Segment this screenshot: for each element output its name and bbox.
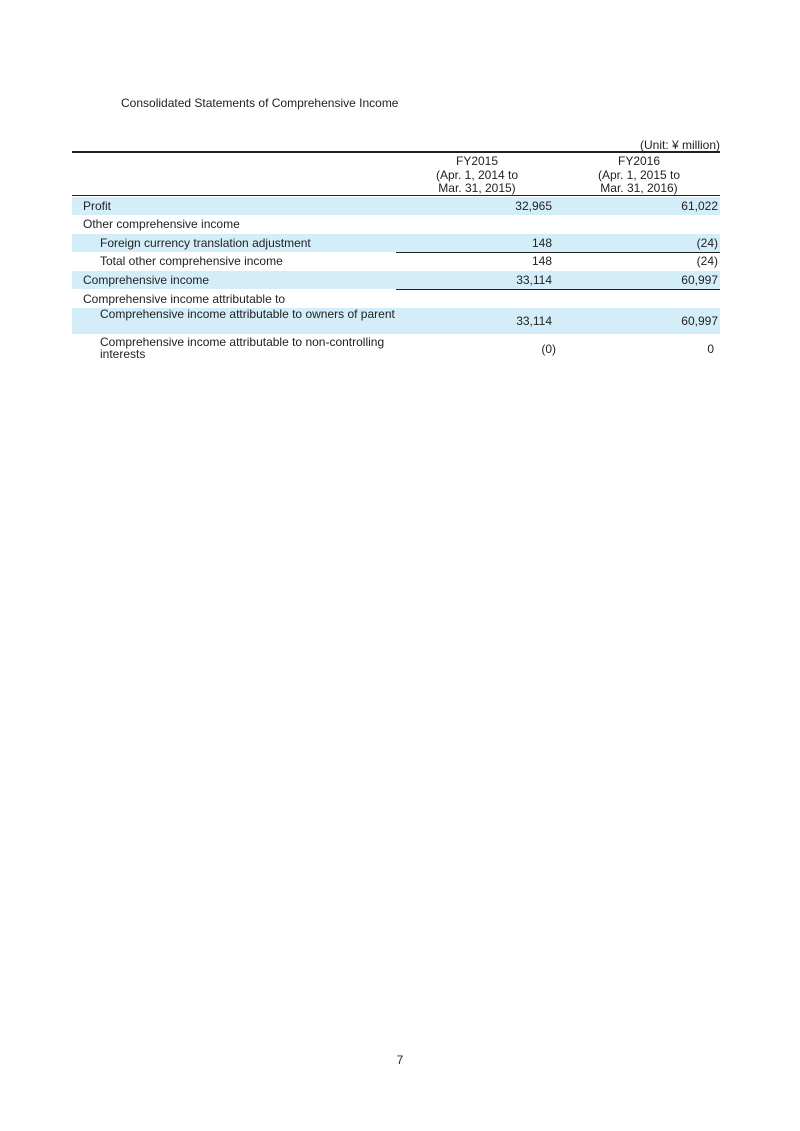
table-row-profit [72,197,720,215]
row-value-fy2016: 61,022 [681,199,718,213]
table-row-owners-of-parent [72,308,720,334]
row-value-fy2015: 148 [531,254,552,268]
table-top-rule [72,151,720,153]
column-header-fy2016 [564,155,714,196]
row-label: Foreign currency translation adjustment [100,236,311,250]
column-header-fy2016-line1: FY2016 [617,154,661,168]
unit-label: (Unit: ¥ million) [639,138,720,152]
column-header-fy2015-line3: Mar. 31, 2015) [438,181,516,195]
row-value-fy2015: 33,114 [516,314,552,328]
row-value-fy2016: (24) [696,254,718,268]
row-value-fy2016: 60,997 [681,273,718,287]
row-label: Profit [83,199,112,213]
row-label: Comprehensive income [83,273,210,287]
row-label: Comprehensive income attributable to [83,292,286,306]
table-row-foreign-currency [72,234,720,252]
table-row-total-other [72,252,720,270]
page-title: Consolidated Statements of Comprehensive Income [121,96,399,110]
row-value-fy2015: 148 [531,236,552,250]
row-label: Comprehensive income attributable to owners of parent [100,307,395,321]
row-value-fy2015: 33,114 [516,273,552,287]
row-label: Other comprehensive income [83,217,240,231]
table-row-attributable-to [72,290,720,308]
row-value-fy2016: 60,997 [681,314,718,328]
header-rule [72,195,720,196]
column-header-fy2016-line2: (Apr. 1, 2015 to [597,167,681,182]
table-row-non-controlling [72,336,720,362]
column-header-fy2015 [402,155,552,196]
table-row-comprehensive-income [72,271,720,289]
column-header-fy2015-line1: FY2015 [455,154,499,168]
page-number: 7 [396,1053,404,1067]
column-header-fy2015-line2: (Apr. 1, 2014 to [435,167,519,182]
row-label: Total other comprehensive income [100,254,283,268]
row-value-fy2015: 32,965 [515,199,552,213]
row-value-fy2016: (24) [696,236,718,250]
table-row-other-comprehensive-income [72,215,720,233]
row-label: Comprehensive income attributable to non-controlling interests [100,335,385,361]
row-value-fy2016: 0 [707,342,714,356]
column-header-fy2016-line3: Mar. 31, 2016) [600,181,678,195]
row-value-fy2015: (0) [541,342,556,356]
